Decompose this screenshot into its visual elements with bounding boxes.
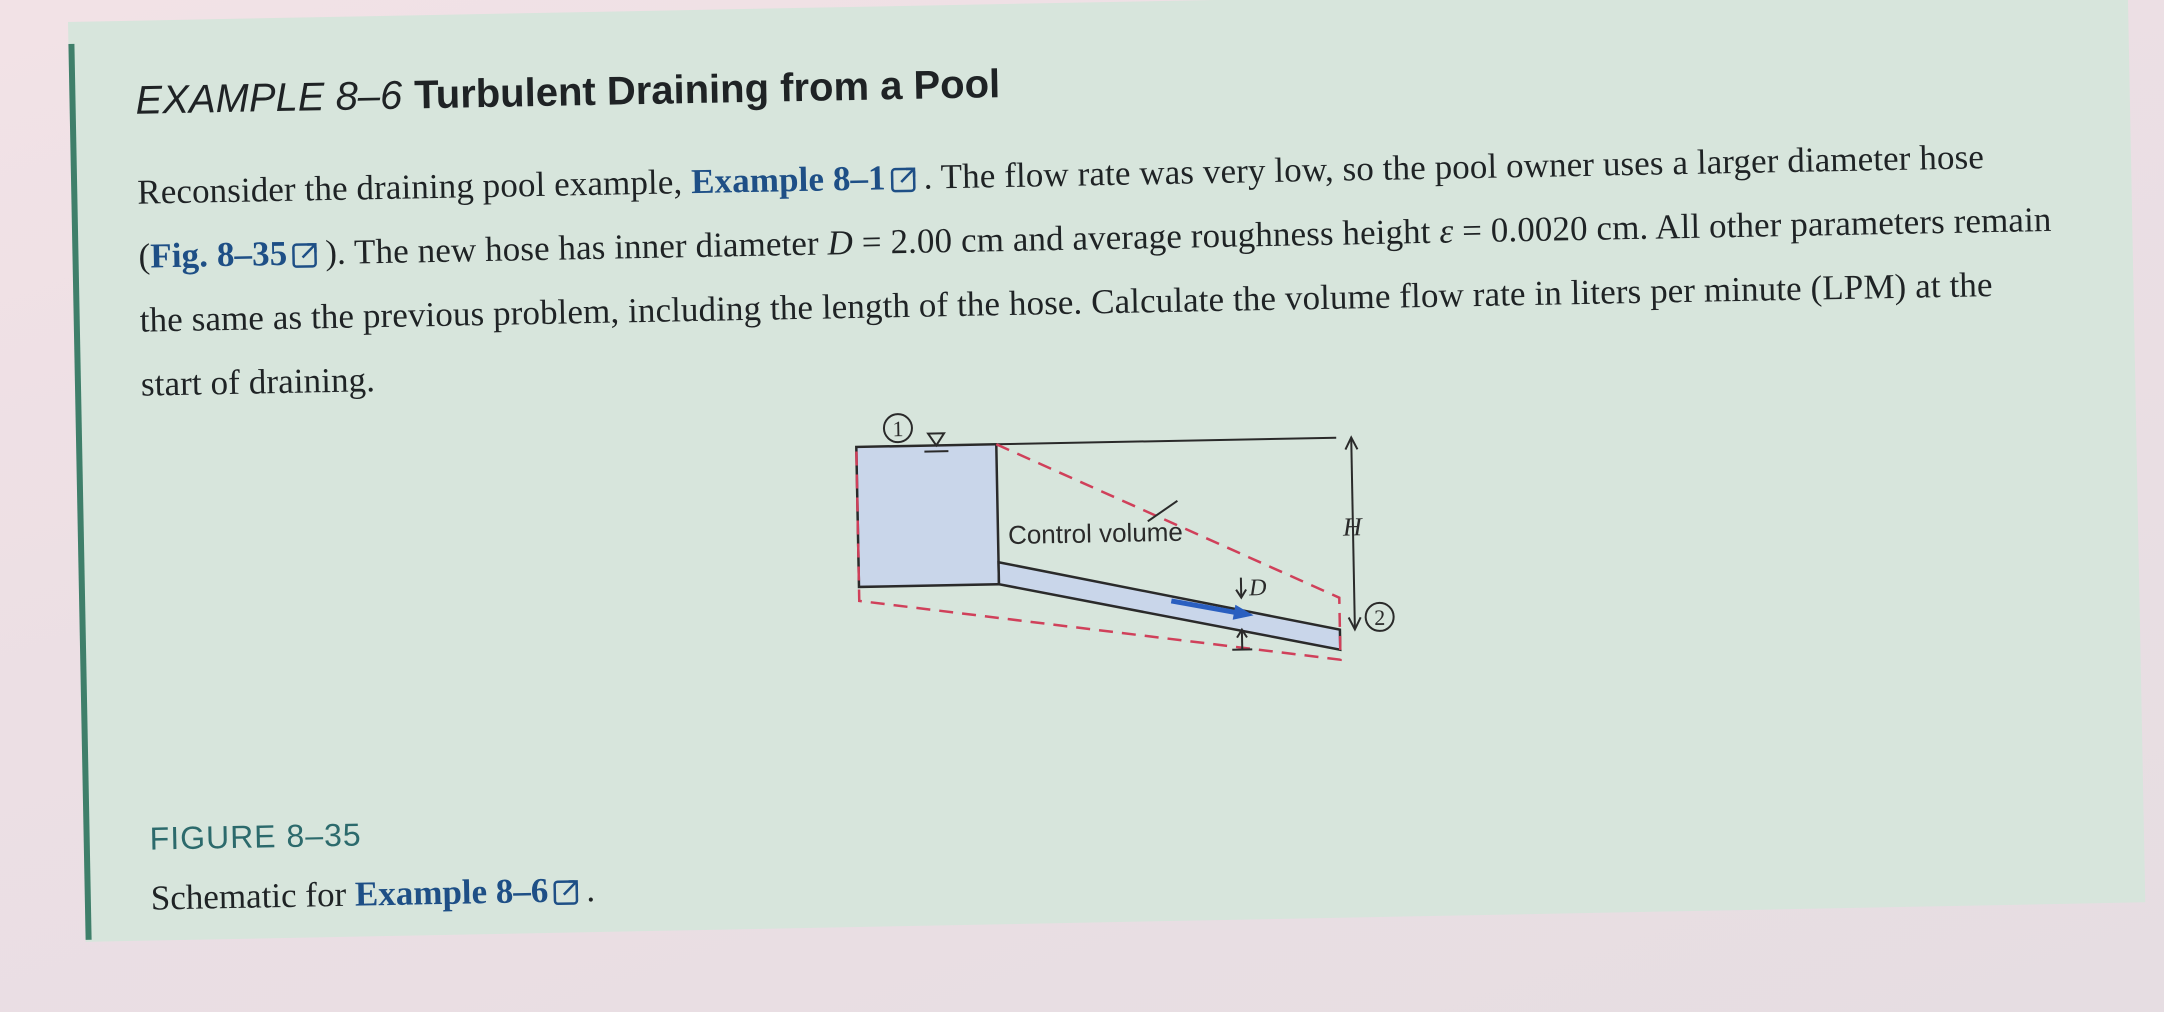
body-segment-2: . The flow rate was very low, so the pool owner uses a larger diameter hose ( <box>138 137 1985 276</box>
external-link-icon[interactable] <box>291 240 322 269</box>
control-volume-label: Control volume <box>1007 516 1184 551</box>
h-label: H <box>1342 512 1362 542</box>
point-2-label: 2 <box>1373 604 1386 631</box>
point-1-label: 1 <box>892 416 904 442</box>
example-number: EXAMPLE 8–6 <box>135 73 403 123</box>
example-heading <box>135 62 1000 124</box>
body-segment-1: Reconsider the draining pool example, <box>136 162 692 212</box>
example-title: Turbulent Draining from a Pool <box>413 62 1001 118</box>
pool-water <box>856 444 999 587</box>
external-link-icon[interactable] <box>889 165 920 194</box>
problem-statement <box>137 124 2062 417</box>
card-accent-bar <box>68 44 91 940</box>
fig-8-35-link[interactable]: Fig. 8–35 <box>149 233 288 276</box>
body-segment-4: = 2.00 cm and average roughness height <box>852 211 1440 262</box>
example-card <box>68 0 2145 942</box>
figure-caption <box>150 870 595 919</box>
figure-label: FIGURE 8–35 <box>149 816 362 857</box>
external-link-icon[interactable] <box>552 877 583 906</box>
caption-end: . <box>585 870 596 910</box>
body-segment-5: = 0.0020 cm. All other parameters remain the same as the previous problem, including the length of the hose. Calculate the volume flow rate in liters per minute (LPM) at the start of draining. <box>139 199 2052 404</box>
symbol-roughness: ε <box>1438 211 1454 251</box>
d-label: D <box>1248 575 1267 602</box>
symbol-diameter: D <box>827 222 854 263</box>
example-8-6-link[interactable]: Example 8–6 <box>354 870 549 914</box>
example-8-1-link[interactable]: Example 8–1 <box>690 158 887 202</box>
caption-text: Schematic for <box>150 874 356 918</box>
hose <box>999 556 1341 657</box>
pool-draining-schematic <box>776 394 1543 799</box>
body-segment-3: ). The new hose has inner diameter <box>324 223 828 273</box>
datum-line <box>996 438 1336 445</box>
